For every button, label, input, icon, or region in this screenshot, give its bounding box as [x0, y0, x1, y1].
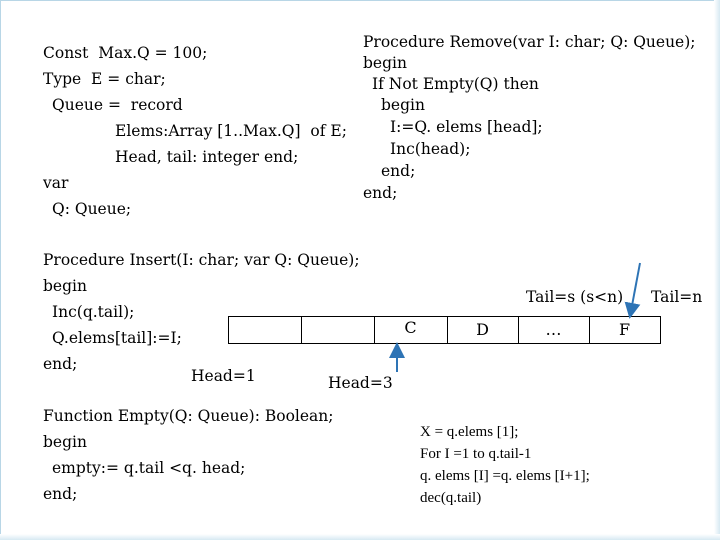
decl-head-tail: Head, tail: integer end; [115, 148, 299, 166]
queue-cell-1 [228, 316, 302, 344]
queue-cell-6: F [589, 316, 661, 344]
tail-s-label: Tail=s (s<n) [526, 288, 624, 306]
decl-elems: Elems:Array [1..Max.Q] of E; [115, 122, 347, 140]
remove-begin: begin [363, 54, 407, 72]
decl-const: Const Max.Q = 100; [43, 44, 208, 62]
decl-var: var [43, 174, 69, 192]
shift-dec: dec(q.tail) [420, 490, 482, 506]
decl-type: Type E = char; [43, 70, 166, 88]
queue-cell-4: D [447, 316, 519, 344]
insert-end: end; [43, 355, 78, 373]
shift-x-assign: X = q.elems [1]; [420, 424, 519, 440]
queue-cell-3: C [374, 316, 448, 344]
slide-bottom-shadow [0, 534, 720, 540]
insert-assign: Q.elems[tail]:=I; [52, 329, 182, 347]
shift-for: For I =1 to q.tail-1 [420, 446, 532, 462]
insert-begin: begin [43, 277, 87, 295]
queue-cell-5: … [518, 316, 590, 344]
empty-header: Function Empty(Q: Queue): Boolean; [43, 407, 334, 425]
remove-end: end; [363, 184, 398, 202]
decl-queue-record: Queue = record [52, 96, 183, 114]
head-3-label: Head=3 [328, 374, 393, 392]
empty-begin: begin [43, 433, 87, 451]
head-1-label: Head=1 [191, 367, 256, 385]
empty-assign: empty:= q.tail <q. head; [52, 459, 246, 477]
queue-cell-2 [301, 316, 375, 344]
remove-inc: Inc(head); [390, 140, 471, 158]
remove-header: Procedure Remove(var I: char; Q: Queue); [363, 33, 696, 51]
remove-if: If Not Empty(Q) then [372, 75, 539, 93]
tail-n-label: Tail=n [651, 288, 703, 306]
insert-inc: Inc(q.tail); [52, 303, 135, 321]
shift-code-box [414, 418, 696, 512]
remove-inner-end: end; [381, 162, 416, 180]
empty-end: end; [43, 485, 78, 503]
remove-assign: I:=Q. elems [head]; [390, 118, 543, 136]
remove-inner-begin: begin [381, 96, 425, 114]
slide-right-shadow [714, 0, 720, 540]
insert-header: Procedure Insert(I: char; var Q: Queue); [43, 251, 360, 269]
decl-q: Q: Queue; [52, 200, 132, 218]
shift-elems: q. elems [I] =q. elems [I+1]; [420, 468, 590, 484]
